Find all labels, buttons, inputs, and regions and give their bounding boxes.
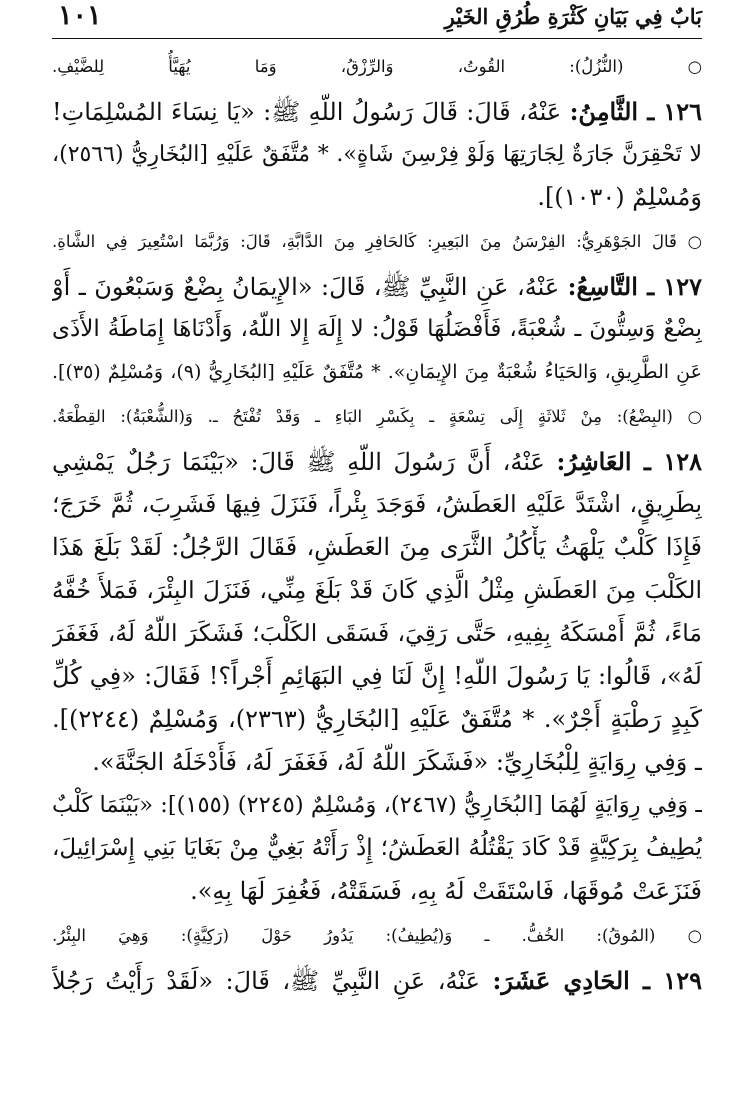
line-text: عَنْهُ، عَنِ النَّبِيِّ ﷺ، قَالَ: «الإِيمَانُ بِضْعٌ وَسَبْعُونَ ـ أَوْ (52, 273, 568, 301)
page-header (52, 0, 702, 39)
line-text: ـ وَفِي رِوَايَةٍ لِلْبُخَارِيِّ: «فَشَكَرَ اللّهُ لَهُ، فَغَفَرَ لَهُ، فَأَدْخَلَهُ الجَنَّةَ». (92, 748, 702, 776)
line-text: ○ (المُوقُ): الخُفُّ. ـ وَ(يُطِيفُ): يَدُورُ حَوْلَ (رَكِيَّةٍ): وَهِيَ البِئْرُ. (52, 926, 702, 945)
page-number: ١٠١ (58, 0, 102, 31)
line-text: ـ وَفِي رِوَايَةٍ لَهُمَا [البُخَارِيُّ (٢٤٦٧)، وَمُسْلِمٌ (٢٢٤٥) (١٥٥)]: «بَيْنَمَا كَلْبٌ (52, 792, 702, 818)
hadith-number: ١٢٨ ـ العَاشِرُ: (556, 447, 702, 476)
line-text: لا تَحْقِرَنَّ جَارَةٌ لِجَارَتِهَا وَلَوْ فِرْسِنَ شَاةٍ». * مُتَّفَقٌ عَلَيْهِ [البُخَارِيُّ (٢٥٦٦)، (52, 142, 702, 167)
note-line (52, 50, 702, 84)
note-line (52, 225, 702, 259)
text-line (52, 870, 702, 913)
note-line (52, 919, 702, 953)
line-text: لَهُ»، قَالُوا: يَا رَسُولَ اللّهِ! إِنَّ لَنَا فِي البَهَائِمِ أَجْراً؟! فَقَالَ: «فِي كُلِّ (52, 662, 702, 690)
text-line (52, 133, 702, 176)
text-line (52, 741, 702, 784)
line-text: فَإِذَا كَلْبٌ يَلْهَثُ يَأْكُلُ الثَّرَى مِنَ العَطَشِ، فَقَالَ الرَّجُلُ: لَقَدْ بَلَغَ هَذَا (52, 533, 702, 561)
line-text: بِضْعٌ وَسِتُّونَ ـ شُعْبَةً، فَأَفْضَلُهَا قَوْلُ: لا إِلَهَ إِلا اللّهُ، وَأَدْنَاهَا إِمَاطَةُ الأَذَى (52, 316, 702, 342)
text-line (52, 959, 702, 1002)
hadith-number: ١٢٧ ـ التَّاسِعُ: (567, 272, 702, 301)
line-text: بِطَرِيقٍ، اشْتَدَّ عَلَيْهِ العَطَشُ، فَوَجَدَ بِئْراً، فَنَزَلَ فِيهَا فَشَرِبَ، ثُمَّ خَرَجَ؛ (52, 490, 702, 518)
text-line (52, 827, 702, 870)
text-line (52, 351, 702, 394)
text-line (52, 784, 702, 827)
line-text: ○ قَالَ الجَوْهَرِيُّ: الفِرْسَنُ مِنَ البَعِيرِ: كَالحَافِرِ مِنَ الدَّابَّةِ، قَالَ: وَرُبَّمَا اسْتُعِيرَ فِي الشَّاةِ. (52, 232, 702, 251)
line-text: مَاءً، ثُمَّ أَمْسَكَهُ بِفِيهِ، حَتَّى رَقِيَ، فَسَقَى الكَلْبَ؛ فَشَكَرَ اللّهُ لَهُ، فَغَفَرَ (52, 619, 702, 647)
text-line (52, 655, 702, 698)
text-line (52, 526, 702, 569)
line-text: ○ (النُّزُلُ): القُوتُ، وَالرِّزْقُ، وَمَا يُهَيَّأُ لِلضَّيْفِ. (52, 57, 702, 76)
line-text: وَمُسْلِمٌ (١٠٣٠)]. (537, 183, 702, 211)
line-text: فَنَزَعَتْ مُوقَهَا، فَاسْتَقَتْ لَهُ بِهِ، فَسَقَتْهُ، فَغُفِرَ لَهَا بِهِ». (190, 877, 702, 905)
line-text: الكَلْبَ مِنَ العَطَشِ مِثْلُ الَّذِي كَانَ قَدْ بَلَغَ مِنِّي، فَنَزَلَ البِئْرَ، فَمَلأَ خُفَّهُ (52, 576, 702, 604)
text-line (52, 90, 702, 133)
text-line (52, 569, 702, 612)
text-line (52, 440, 702, 483)
hadith-number: ١٢٦ ـ الثَّامِنُ: (569, 97, 702, 126)
text-line (52, 483, 702, 526)
line-text: عَنْهُ، عَنِ النَّبِيِّ ﷺ، قَالَ: «لَقَدْ رَأَيْتُ رَجُلاً (52, 967, 493, 995)
note-line (52, 400, 702, 434)
line-text: ○ (البِضْعُ): مِنْ ثَلاثَةٍ إِلَى تِسْعَةٍ ـ بِكَسْرِ البَاءِ ـ وَقَدْ تُفْتَحُ ـ. وَ(الشُّعْبَةُ): القِطْعَةُ. (52, 407, 702, 426)
running-title: بَابٌ فِي بَيَانِ كَثْرَةِ طُرُقِ الخَيْرِ (444, 4, 702, 29)
hadith-number: ١٢٩ ـ الحَادِي عَشَرَ: (492, 966, 702, 995)
line-text: عَنْهُ، أَنَّ رَسُولَ اللّهِ ﷺ قَالَ: «بَيْنَمَا رَجُلٌ يَمْشِي (52, 448, 557, 476)
text-line (52, 308, 702, 351)
line-text: يُطِيفُ بِرَكِيَّةٍ قَدْ كَادَ يَقْتُلُهُ العَطَشُ؛ إِذْ رَأَتْهُ بَغِيٌّ مِنْ بَغَايَا بَنِي إِسْرَائِيلَ، (52, 835, 702, 861)
line-text: عَنِ الطَّرِيقِ، وَالحَيَاءُ شُعْبَةٌ مِنَ الإِيمَانِ». * مُتَّفَقٌ عَلَيْهِ [البُخَارِيُّ (٩)، وَمُسْلِمٌ (٣٥)]. (52, 361, 702, 383)
line-text: كَبِدٍ رَطْبَةٍ أَجْرٌ». * مُتَّفَقٌ عَلَيْهِ [البُخَارِيُّ (٢٣٦٣)، وَمُسْلِمٌ (٢٢٤٤)]. (52, 705, 702, 733)
text-line (52, 176, 702, 219)
text-line (52, 698, 702, 741)
line-text: عَنْهُ، قَالَ: قَالَ رَسُولُ اللّهِ ﷺ: «يَا نِسَاءَ المُسْلِمَاتِ! (52, 98, 570, 126)
text-line (52, 265, 702, 308)
page-body (52, 50, 702, 1002)
text-line (52, 612, 702, 655)
